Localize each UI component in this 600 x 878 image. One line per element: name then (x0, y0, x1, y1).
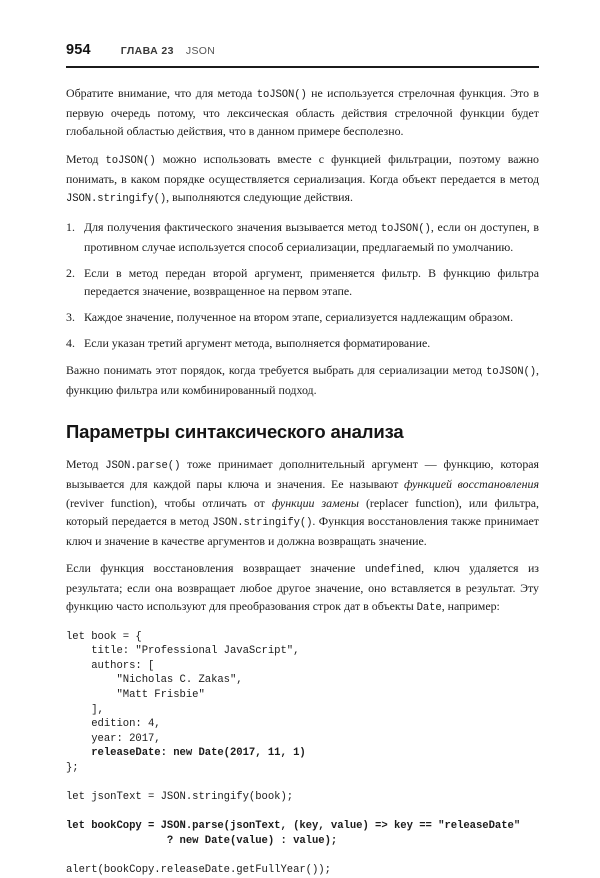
p5-text-c: , например: (441, 599, 500, 614)
list-item-number: 1. (66, 219, 75, 234)
list-item (66, 308, 539, 326)
list-item-number: 2. (66, 265, 75, 280)
code-line: authors: [ (66, 659, 155, 672)
list-item-text-a: Каждое значение, полученное на втором этапе, сериализуется надлежащим образом. (84, 309, 514, 324)
section-heading: Параметры синтаксического анализа (66, 421, 404, 443)
p4-text-e: . Функция восстановления также принимает ключ и значение в качестве аргументов и должна возвращать значение. (66, 513, 539, 548)
p1-text-a: Обратите внимание, что для метода (66, 86, 257, 100)
code-line: "Matt Frisbie" (66, 688, 205, 701)
code-line: ], (66, 703, 104, 716)
code-line: edition: 4, (66, 718, 161, 731)
p2-text-a: Метод (66, 151, 106, 166)
p4-text-b: тоже принимает дополнительный аргумент — функцию, которая вызывается для каждой пары ключа и значения. Ее называют (66, 457, 540, 492)
p4-inline-code-2: JSON.stringify() (212, 516, 313, 529)
list-item-number: 3. (66, 309, 75, 324)
list-item-number: 4. (66, 336, 75, 351)
p4-emphasis-2: функции замены (271, 495, 359, 510)
p5-inline-code-2: Date (416, 602, 442, 615)
list-item-text-b: , если он доступен, в противном случае используется способ сериализации, предлагаемый по умолчанию. (84, 219, 539, 254)
p5-text-b: , ключ удаляется из результата; если она возвращает любое другое значение, оно вставляется в результат. Эту функцию часто используют для преобразования строк дат в объекты (66, 561, 540, 614)
p2-text-b: можно использовать вместе с функцией фильтрации, поэтому важно понимать, в каком порядке осуществляется сериализация. Когда объект передается в метод (66, 151, 540, 186)
list-item-text-a: Если в метод передан второй аргумент, применяется фильтр. В функцию фильтра передается значение, возвращенное на первом этапе. (84, 265, 539, 298)
p4-emphasis-1: функцией восстановления (404, 477, 539, 492)
p2-text-c: , выполняются следующие действия. (166, 189, 353, 204)
code-line-highlight: let bookCopy = JSON.parse(jsonText, (key, value) => key == "releaseDate" (66, 820, 521, 833)
code-line: title: "Professional JavaScript", (66, 645, 300, 658)
code-line: alert(bookCopy.releaseDate.getFullYear()); (66, 864, 331, 877)
p3-inline-code: toJSON() (485, 366, 537, 379)
list-item (66, 264, 539, 300)
p1-text-b: не используется стрелочная функция. Это в первую очередь потому, что лексическая область действия стрелочной функции будет глобальной областью действия, что в данном примере бесполезно. (66, 86, 539, 139)
page-number: 954 (66, 42, 91, 58)
list-item-inline-code: toJSON() (380, 222, 431, 235)
header-divider (66, 66, 539, 68)
code-line: let book = { (66, 630, 142, 643)
p5-inline-code-1: undefined (364, 564, 422, 577)
p4-text-d: (replacer function), или фильтра, который передается в метод (66, 495, 540, 528)
code-line: }; (66, 761, 79, 774)
p2-inline-code-2: JSON.stringify() (66, 192, 167, 205)
ordered-list (66, 218, 539, 353)
chapter-label: ГЛАВА 23 (120, 45, 174, 57)
paragraph-1 (66, 84, 539, 140)
code-line-highlight: releaseDate: new Date(2017, 11, 1) (66, 747, 306, 760)
p3-text-a: Важно понимать этот порядок, когда требуется выбрать для сериализации метод (66, 363, 486, 378)
p2-inline-code-1: toJSON() (105, 154, 156, 167)
code-line: let jsonText = JSON.stringify(book); (66, 791, 294, 804)
paragraph-3 (66, 361, 539, 399)
p3-text-b: , функцию фильтра или комбинированный подход. (66, 363, 539, 398)
running-head (66, 42, 540, 58)
code-block (66, 630, 539, 878)
p1-inline-code: toJSON() (256, 89, 307, 101)
p4-inline-code-1: JSON.parse() (105, 460, 181, 473)
list-item (66, 334, 539, 352)
p4-text-a: Метод (66, 457, 106, 472)
list-item-text-a: Если указан третий аргумент метода, выполняется форматирование. (84, 336, 431, 351)
list-item (66, 218, 539, 256)
paragraph-2 (66, 150, 539, 208)
text-column (66, 84, 539, 878)
list-item-text-a: Для получения фактического значения вызывается метод (84, 219, 381, 234)
code-line: "Nicholas C. Zakas", (66, 674, 243, 687)
paragraph-4 (66, 455, 539, 549)
p4-text-c: (reviver function), чтобы отличать от (66, 495, 272, 510)
section-label: JSON (185, 45, 216, 57)
code-line-highlight: ? new Date(value) : value); (66, 834, 338, 847)
p5-text-a: Если функция восстановления возвращает значение (66, 561, 365, 576)
code-line: year: 2017, (66, 732, 161, 745)
paragraph-5 (66, 559, 539, 617)
